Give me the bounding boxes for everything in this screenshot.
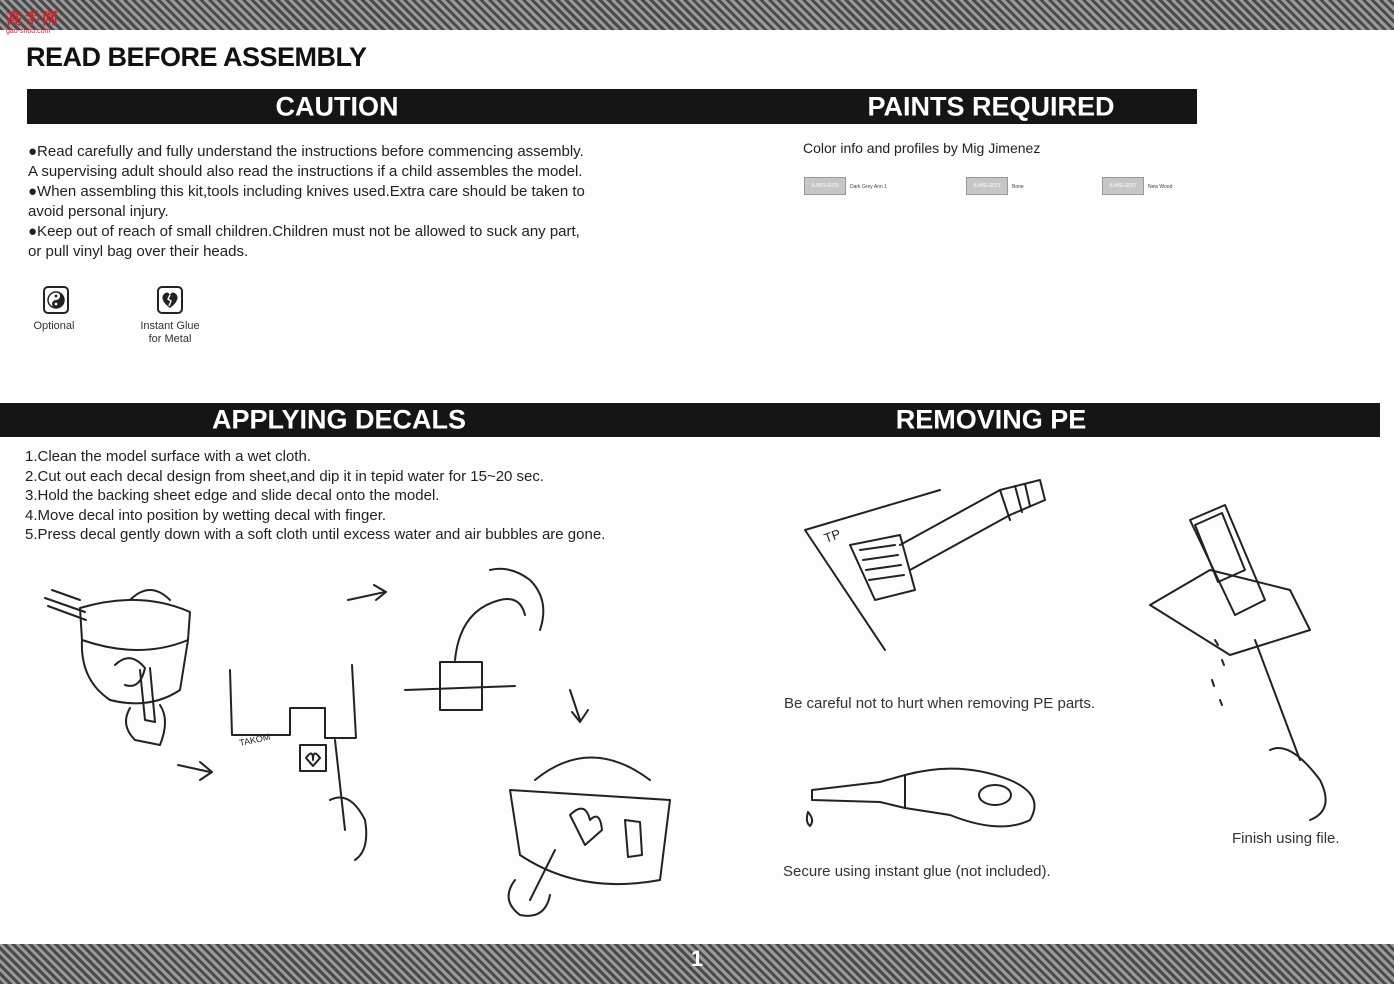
paint-name: Bone (1012, 184, 1024, 190)
glue-illustration (807, 769, 1035, 827)
caution-line: A supervising adult should also read the instructions if a child assembles the model. (28, 163, 583, 180)
file-illustration (1150, 505, 1326, 820)
pe-cutting-illustration (805, 480, 1045, 650)
decal-step: 1.Clean the model surface with a wet cloth. (25, 448, 311, 465)
caution-line: ●Keep out of reach of small children.Children must not be allowed to suck any part, (28, 223, 580, 240)
decal-step: 4.Move decal into position by wetting decal with finger. (25, 506, 387, 524)
paint-swatch: A.MIG-0020 (804, 177, 846, 195)
arrow-2 (348, 585, 386, 600)
paints-heading: PAINTS REQUIRED (867, 91, 1115, 121)
paint-name: New Wood (1148, 184, 1173, 190)
page-number: 1 (690, 946, 704, 971)
paint-name: Dark Grey Ann 1 (850, 184, 887, 190)
watermark-text: 高手网 (6, 9, 61, 28)
caution-line: avoid personal injury. (28, 203, 169, 220)
instant-glue-label-line: for Metal (148, 333, 192, 345)
decal-step: 2.Cut out each decal design from sheet,and dip it in tepid water for 15~20 sec. (25, 467, 545, 485)
page-title: READ BEFORE ASSEMBLY (26, 42, 367, 72)
caution-line: or pull vinyl bag over their heads. (28, 243, 249, 260)
arrow-1 (178, 762, 212, 780)
decal-sheet-illustration (230, 665, 366, 860)
paint-swatch: A.MIG-0023 (966, 177, 1008, 195)
paints-credit: Color info and profiles by Mig Jimenez (803, 140, 1041, 156)
pe-caption-glue: Secure using instant glue (not included). (783, 863, 1051, 880)
caution-line: ●Read carefully and fully understand the instructions before commencing assembly. (28, 143, 584, 160)
decals-heading: APPLYING DECALS (211, 404, 467, 435)
paint-swatch: A.MIG-0037 (1102, 177, 1144, 195)
pe-heading: REMOVING PE (895, 404, 1087, 435)
caution-heading: CAUTION (275, 91, 399, 121)
clean-turret-illustration (45, 590, 190, 745)
caution-line: ●When assembling this kit,tools including knives used.Extra care should be taken to (28, 183, 585, 200)
pe-caption-file: Finish using file. (1232, 830, 1340, 847)
fret-label: TP (821, 526, 843, 546)
turret-decal-illustration (509, 758, 670, 916)
instant-glue-label-line: Instant Glue (140, 320, 200, 332)
decal-step: 5.Press decal gently down with a soft cloth until excess water and air bubbles are gone. (25, 526, 606, 543)
dip-water-illustration (405, 569, 543, 710)
arrow-3 (570, 690, 588, 722)
decal-step: 3.Hold the backing sheet edge and slide decal onto the model. (25, 487, 440, 504)
pe-caption-careful: Be careful not to hurt when removing PE parts. (784, 695, 1095, 712)
watermark-url: gao-shou.com (6, 28, 51, 35)
optional-icon-label: Optional (33, 320, 75, 332)
takom-sheet-label: TAKOM (238, 731, 272, 748)
